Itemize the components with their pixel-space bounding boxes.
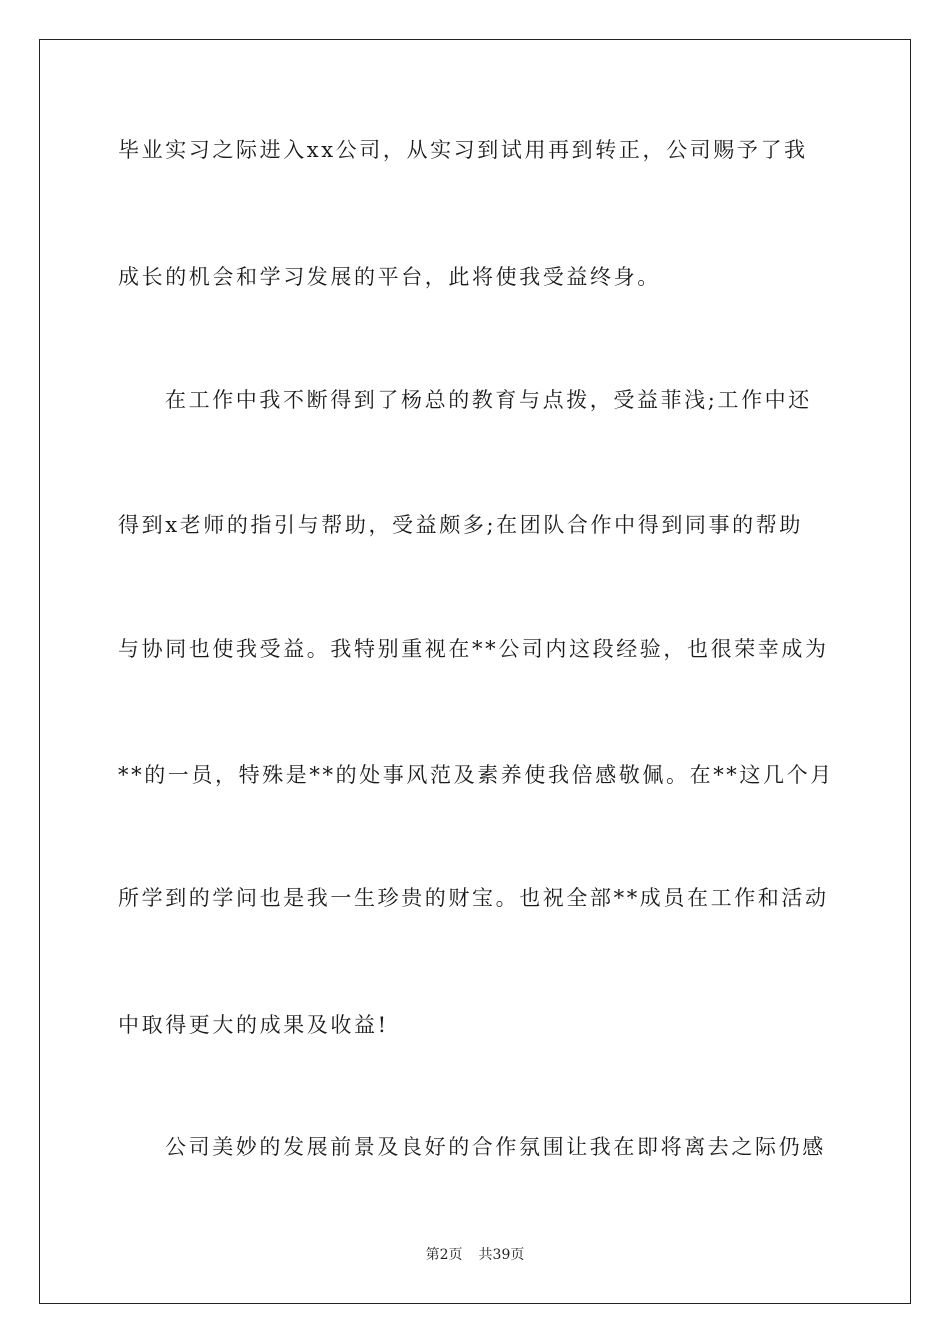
page-number: 第2页 <box>425 1247 463 1263</box>
body-text-line: 毕业实习之际进入xx公司，从实习到试用再到转正，公司赐予了我 <box>118 138 808 162</box>
body-text-line: **的一员，特殊是**的处事风范及素养使我倍感敬佩。在**这几个月 <box>118 763 834 787</box>
page-footer <box>0 1245 950 1265</box>
paragraph-first-line: 在工作中我不断得到了杨总的教育与点拨，受益菲浅;工作中还 <box>165 388 812 412</box>
body-text-line: 得到x老师的指引与帮助，受益颇多;在团队合作中得到同事的帮助 <box>118 513 803 537</box>
body-text-line: 所学到的学问也是我一生珍贵的财宝。也祝全部**成员在工作和活动 <box>118 886 829 910</box>
body-text-line: 成长的机会和学习发展的平台，此将使我受益终身。 <box>118 265 661 289</box>
page-total: 共39页 <box>478 1247 525 1263</box>
paragraph-first-line: 公司美妙的发展前景及良好的合作氛围让我在即将离去之际仍感 <box>165 1135 826 1159</box>
body-text-line: 中取得更大的成果及收益! <box>118 1013 389 1037</box>
page-border <box>39 39 911 1304</box>
body-text-line: 与协同也使我受益。我特别重视在**公司内这段经验，也很荣幸成为 <box>118 637 829 661</box>
